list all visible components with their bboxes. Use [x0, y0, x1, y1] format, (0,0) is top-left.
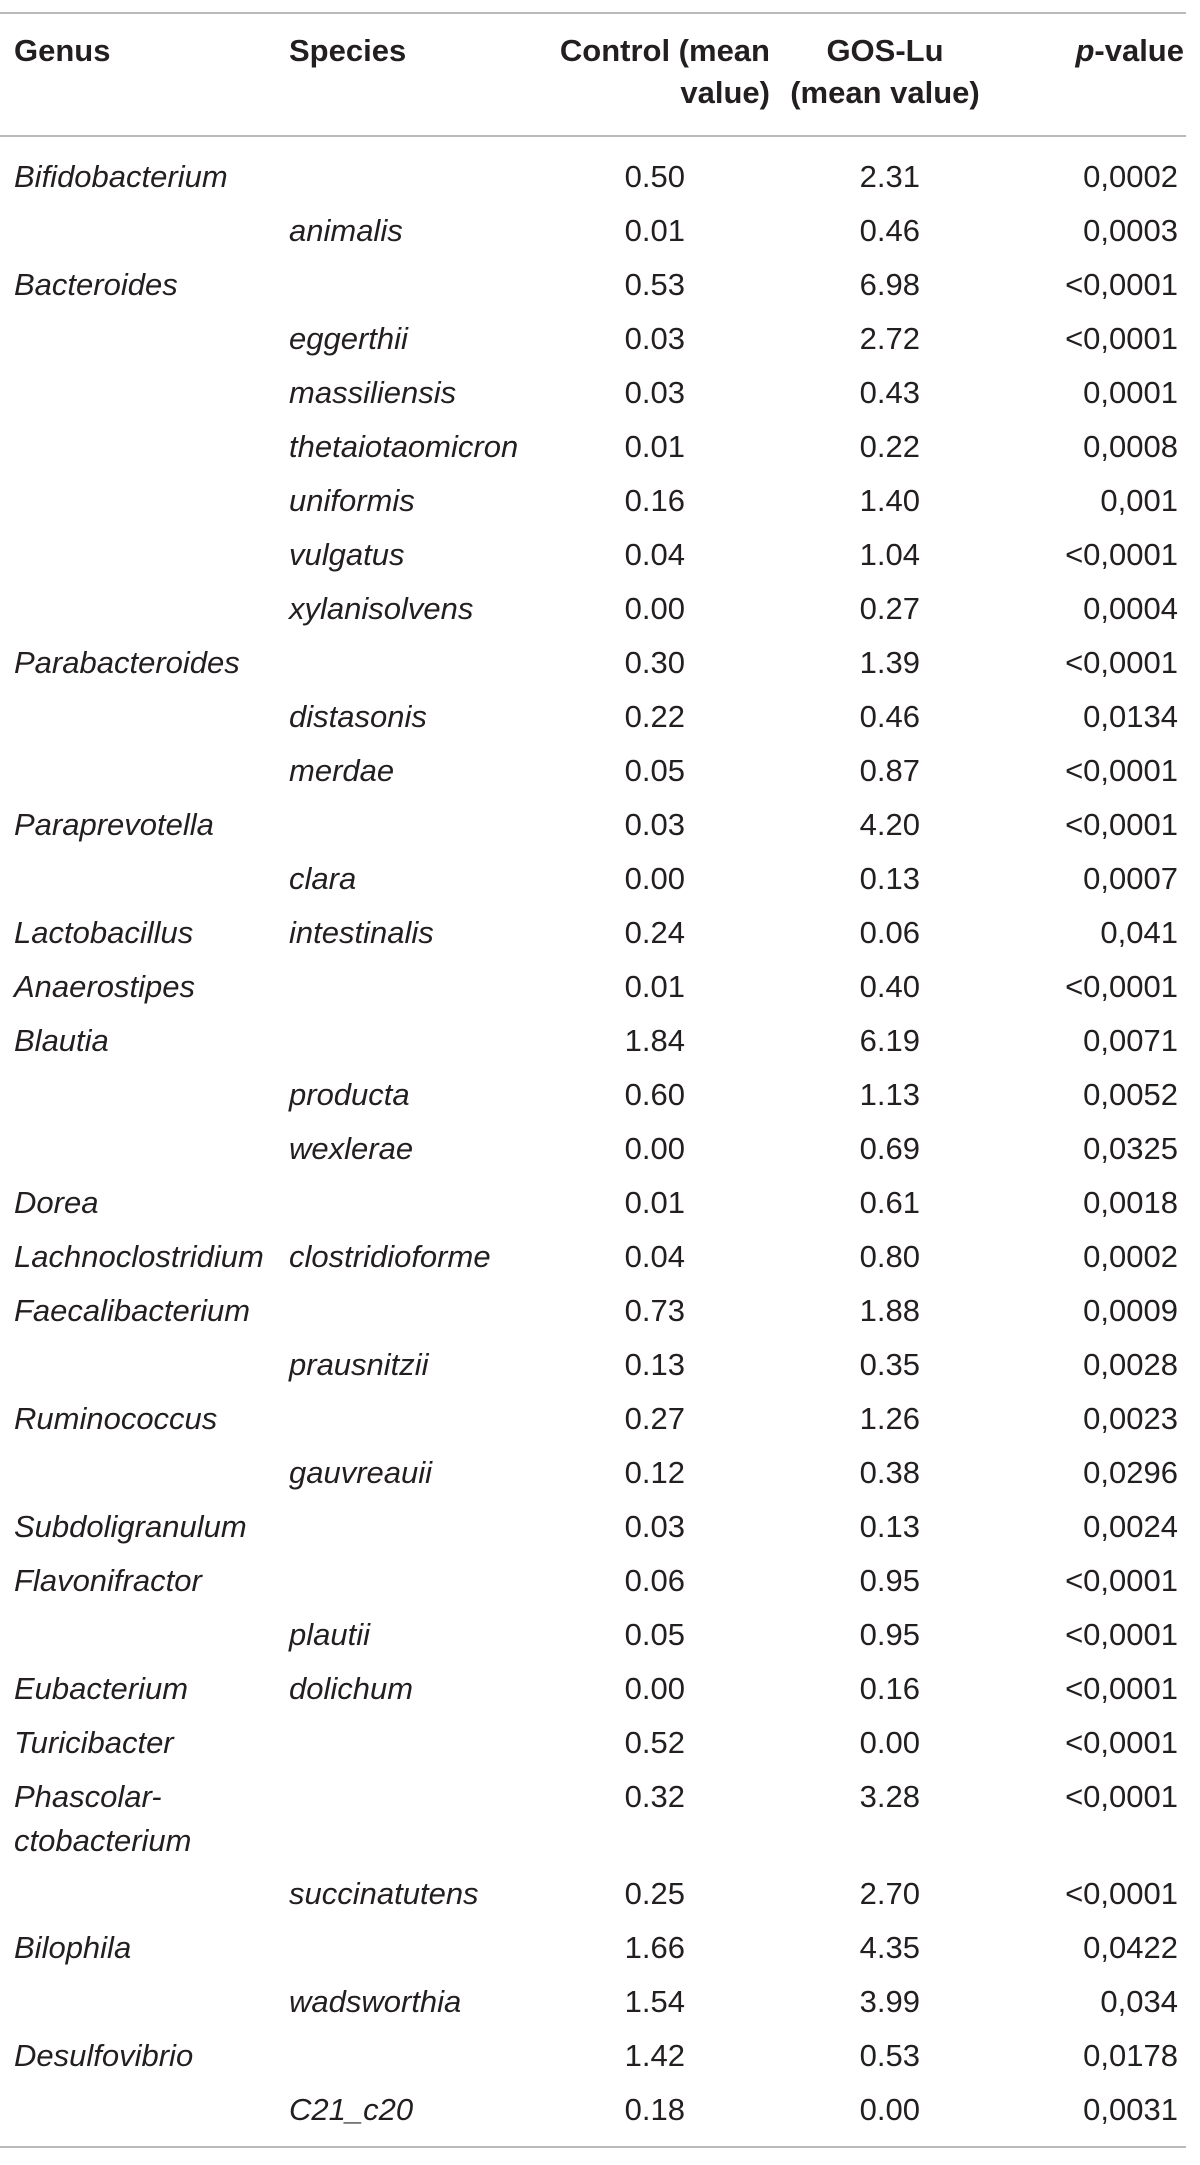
genus-cell: Subdoligranulum	[14, 1509, 247, 1544]
control-value-cell: 0.27	[624, 1401, 685, 1436]
control-value-cell: 0.03	[624, 1509, 685, 1544]
table-row	[0, 1921, 1186, 1975]
p-value-cell: 0,0024	[1083, 1509, 1178, 1544]
control-value-cell: 0.13	[624, 1347, 685, 1382]
control-value-cell: 1.84	[624, 1023, 685, 1058]
table-row	[0, 1284, 1186, 1338]
species-cell: thetaiotaomicron	[289, 429, 519, 464]
genus-cell: Flavonifractor	[14, 1563, 202, 1598]
species-cell: wadsworthia	[289, 1984, 462, 2019]
header-gos-lu	[770, 30, 1000, 114]
gos-lu-value-cell: 1.39	[859, 645, 920, 680]
species-cell: distasonis	[289, 699, 427, 734]
species-cell: clostridioforme	[289, 1239, 491, 1274]
p-value-cell: <0,0001	[1065, 1779, 1178, 1814]
gos-lu-value-cell: 0.69	[859, 1131, 920, 1166]
species-cell: clara	[289, 861, 357, 896]
gos-lu-value-cell: 1.04	[859, 537, 920, 572]
gos-lu-value-cell: 1.26	[859, 1401, 920, 1436]
species-cell: plautii	[289, 1617, 370, 1652]
p-value-cell: 0,0028	[1083, 1347, 1178, 1382]
table-row	[0, 852, 1186, 906]
p-value-cell: 0,041	[1100, 915, 1178, 950]
genus-cell: Anaerostipes	[14, 969, 195, 1004]
p-value-cell: <0,0001	[1065, 1725, 1178, 1760]
gos-lu-value-cell: 0.87	[859, 753, 920, 788]
table-row	[0, 1662, 1186, 1716]
gos-lu-value-cell: 0.40	[859, 969, 920, 1004]
species-cell: C21_c20	[289, 2092, 414, 2127]
gos-lu-value-cell: 0.95	[859, 1563, 920, 1598]
p-value-cell: 0,0007	[1083, 861, 1178, 896]
p-value-cell: <0,0001	[1065, 1617, 1178, 1652]
gos-lu-value-cell: 2.31	[859, 159, 920, 194]
table-row	[0, 1446, 1186, 1500]
table-row	[0, 960, 1186, 1014]
table-row	[0, 1392, 1186, 1446]
control-value-cell: 0.06	[624, 1563, 685, 1598]
table-row	[0, 1122, 1186, 1176]
control-value-cell: 1.54	[624, 1984, 685, 2019]
p-value-cell: 0,0008	[1083, 429, 1178, 464]
control-value-cell: 0.00	[624, 591, 685, 626]
control-value-cell: 0.52	[624, 1725, 685, 1760]
table-row	[0, 798, 1186, 852]
table-header	[0, 30, 1186, 130]
table-row	[0, 1176, 1186, 1230]
gos-lu-value-cell: 1.13	[859, 1077, 920, 1112]
control-value-cell: 0.30	[624, 645, 685, 680]
genus-cell: Bifidobacterium	[14, 159, 228, 194]
gos-lu-value-cell: 2.72	[859, 321, 920, 356]
species-cell: wexlerae	[289, 1131, 414, 1166]
p-value-cell: 0,0325	[1083, 1131, 1178, 1166]
top-rule	[0, 12, 1186, 14]
control-value-cell: 0.12	[624, 1455, 685, 1490]
control-value-cell: 0.24	[624, 915, 685, 950]
gos-lu-value-cell: 0.22	[859, 429, 920, 464]
control-value-cell: 0.32	[624, 1779, 685, 1814]
header-p-italic: p	[1075, 33, 1095, 68]
header-gos-line1: GOS-Lu	[826, 33, 944, 68]
p-value-cell: <0,0001	[1065, 1563, 1178, 1598]
p-value-cell: 0,0422	[1083, 1930, 1178, 1965]
header-species: Species	[289, 33, 407, 68]
p-value-cell: 0,0001	[1083, 375, 1178, 410]
table-row	[0, 1867, 1186, 1921]
gos-lu-value-cell: 0.00	[859, 1725, 920, 1760]
p-value-cell: <0,0001	[1065, 807, 1178, 842]
gos-lu-value-cell: 0.00	[859, 2092, 920, 2127]
table-row	[0, 366, 1186, 420]
bottom-rule	[0, 2146, 1186, 2148]
species-cell: xylanisolvens	[289, 591, 474, 626]
p-value-cell: 0,0052	[1083, 1077, 1178, 1112]
p-value-cell: 0,0296	[1083, 1455, 1178, 1490]
species-cell: uniformis	[289, 483, 415, 518]
gos-lu-value-cell: 0.46	[859, 699, 920, 734]
header-control-line1: Control (mean	[559, 33, 770, 68]
species-cell: vulgatus	[289, 537, 405, 572]
control-value-cell: 0.60	[624, 1077, 685, 1112]
p-value-cell: <0,0001	[1065, 321, 1178, 356]
control-value-cell: 0.01	[624, 969, 685, 1004]
gos-lu-value-cell: 0.95	[859, 1617, 920, 1652]
p-value-cell: 0,001	[1100, 483, 1178, 518]
gos-lu-value-cell: 0.46	[859, 213, 920, 248]
control-value-cell: 0.03	[624, 321, 685, 356]
header-control	[520, 30, 770, 114]
p-value-cell: 0,0002	[1083, 1239, 1178, 1274]
control-value-cell: 0.16	[624, 483, 685, 518]
table-row	[0, 636, 1186, 690]
control-value-cell: 0.05	[624, 753, 685, 788]
species-cell: prausnitzii	[289, 1347, 429, 1382]
genus-cell: Dorea	[14, 1185, 99, 1220]
p-value-cell: 0,0004	[1083, 591, 1178, 626]
gos-lu-value-cell: 0.38	[859, 1455, 920, 1490]
species-cell: succinatutens	[289, 1876, 479, 1911]
control-value-cell: 0.05	[624, 1617, 685, 1652]
table-row	[0, 1338, 1186, 1392]
species-cell: gauvreauii	[289, 1455, 433, 1490]
p-value-cell: <0,0001	[1065, 645, 1178, 680]
species-cell: dolichum	[289, 1671, 414, 1706]
control-value-cell: 0.04	[624, 537, 685, 572]
gos-lu-value-cell: 2.70	[859, 1876, 920, 1911]
control-value-cell: 0.50	[624, 159, 685, 194]
table-row	[0, 420, 1186, 474]
p-value-cell: 0,0018	[1083, 1185, 1178, 1220]
control-value-cell: 0.03	[624, 807, 685, 842]
gos-lu-value-cell: 6.19	[859, 1023, 920, 1058]
header-rule	[0, 135, 1186, 137]
table-row	[0, 2083, 1186, 2137]
table-row	[0, 2029, 1186, 2083]
gos-lu-value-cell: 6.98	[859, 267, 920, 302]
genus-cell: Blautia	[14, 1023, 109, 1058]
species-cell: massiliensis	[289, 375, 457, 410]
table-row	[0, 204, 1186, 258]
table-row	[0, 690, 1186, 744]
table-row	[0, 1770, 1186, 1867]
genus-cell: Bacteroides	[14, 267, 178, 302]
table-row	[0, 1068, 1186, 1122]
control-value-cell: 0.00	[624, 1671, 685, 1706]
table-body	[0, 150, 1186, 2137]
genus-cell: Ruminococcus	[14, 1401, 218, 1436]
gos-lu-value-cell: 3.28	[859, 1779, 920, 1814]
control-value-cell: 0.04	[624, 1239, 685, 1274]
header-control-line2: value)	[680, 75, 770, 110]
header-p-value	[1000, 30, 1184, 72]
p-value-cell: <0,0001	[1065, 753, 1178, 788]
genus-cell: Desulfovibrio	[14, 2038, 194, 2073]
control-value-cell: 0.00	[624, 861, 685, 896]
species-cell: eggerthii	[289, 321, 408, 356]
header-genus: Genus	[14, 33, 111, 68]
table-row	[0, 1554, 1186, 1608]
gos-lu-value-cell: 0.06	[859, 915, 920, 950]
species-cell: intestinalis	[289, 915, 434, 950]
genus-cell: Lachnoclostridium	[14, 1239, 264, 1274]
header-p-rest: -value	[1094, 33, 1184, 68]
p-value-cell: 0,0031	[1083, 2092, 1178, 2127]
gos-lu-value-cell: 0.53	[859, 2038, 920, 2073]
genus-cell: Phascolar-ctobacterium	[14, 1779, 192, 1858]
table-row	[0, 312, 1186, 366]
control-value-cell: 0.01	[624, 429, 685, 464]
control-value-cell: 0.73	[624, 1293, 685, 1328]
p-value-cell: 0,0071	[1083, 1023, 1178, 1058]
gos-lu-value-cell: 0.16	[859, 1671, 920, 1706]
p-value-cell: 0,0009	[1083, 1293, 1178, 1328]
table-row	[0, 150, 1186, 204]
control-value-cell: 0.03	[624, 375, 685, 410]
p-value-cell: 0,0023	[1083, 1401, 1178, 1436]
p-value-cell: <0,0001	[1065, 1671, 1178, 1706]
gos-lu-value-cell: 1.88	[859, 1293, 920, 1328]
gos-lu-value-cell: 3.99	[859, 1984, 920, 2019]
control-value-cell: 0.01	[624, 213, 685, 248]
p-value-cell: 0,034	[1100, 1984, 1178, 2019]
control-value-cell: 0.18	[624, 2092, 685, 2127]
genus-cell: Paraprevotella	[14, 807, 214, 842]
genus-cell: Parabacteroides	[14, 645, 240, 680]
genus-cell: Bilophila	[14, 1930, 132, 1965]
p-value-cell: 0,0003	[1083, 213, 1178, 248]
table-row	[0, 1975, 1186, 2029]
gos-lu-value-cell: 0.80	[859, 1239, 920, 1274]
gos-lu-value-cell: 0.13	[859, 1509, 920, 1544]
table-row	[0, 474, 1186, 528]
p-value-cell: <0,0001	[1065, 267, 1178, 302]
control-value-cell: 0.25	[624, 1876, 685, 1911]
p-value-cell: 0,0002	[1083, 159, 1178, 194]
table-row	[0, 258, 1186, 312]
genus-cell: Lactobacillus	[14, 915, 194, 950]
species-cell: producta	[289, 1077, 410, 1112]
p-value-cell: <0,0001	[1065, 537, 1178, 572]
control-value-cell: 0.01	[624, 1185, 685, 1220]
control-value-cell: 0.00	[624, 1131, 685, 1166]
header-gos-line2: (mean value)	[790, 75, 980, 110]
genus-cell: Eubacterium	[14, 1671, 189, 1706]
species-cell: merdae	[289, 753, 395, 788]
table-row	[0, 906, 1186, 960]
gos-lu-value-cell: 4.35	[859, 1930, 920, 1965]
genus-cell: Faecalibacterium	[14, 1293, 251, 1328]
table-row	[0, 1230, 1186, 1284]
table-row	[0, 1716, 1186, 1770]
control-value-cell: 1.42	[624, 2038, 685, 2073]
gos-lu-value-cell: 0.35	[859, 1347, 920, 1382]
p-value-cell: <0,0001	[1065, 969, 1178, 1004]
p-value-cell: 0,0134	[1083, 699, 1178, 734]
gos-lu-value-cell: 0.13	[859, 861, 920, 896]
p-value-cell: <0,0001	[1065, 1876, 1178, 1911]
table-row	[0, 1014, 1186, 1068]
p-value-cell: 0,0178	[1083, 2038, 1178, 2073]
table-row	[0, 744, 1186, 798]
gos-lu-value-cell: 1.40	[859, 483, 920, 518]
table-row	[0, 1500, 1186, 1554]
gos-lu-value-cell: 4.20	[859, 807, 920, 842]
gos-lu-value-cell: 0.27	[859, 591, 920, 626]
control-value-cell: 0.22	[624, 699, 685, 734]
control-value-cell: 1.66	[624, 1930, 685, 1965]
table-row	[0, 582, 1186, 636]
table-row	[0, 1608, 1186, 1662]
table-row	[0, 528, 1186, 582]
species-cell: animalis	[289, 213, 403, 248]
control-value-cell: 0.53	[624, 267, 685, 302]
gos-lu-value-cell: 0.43	[859, 375, 920, 410]
genus-cell: Turicibacter	[14, 1725, 174, 1760]
gos-lu-value-cell: 0.61	[859, 1185, 920, 1220]
